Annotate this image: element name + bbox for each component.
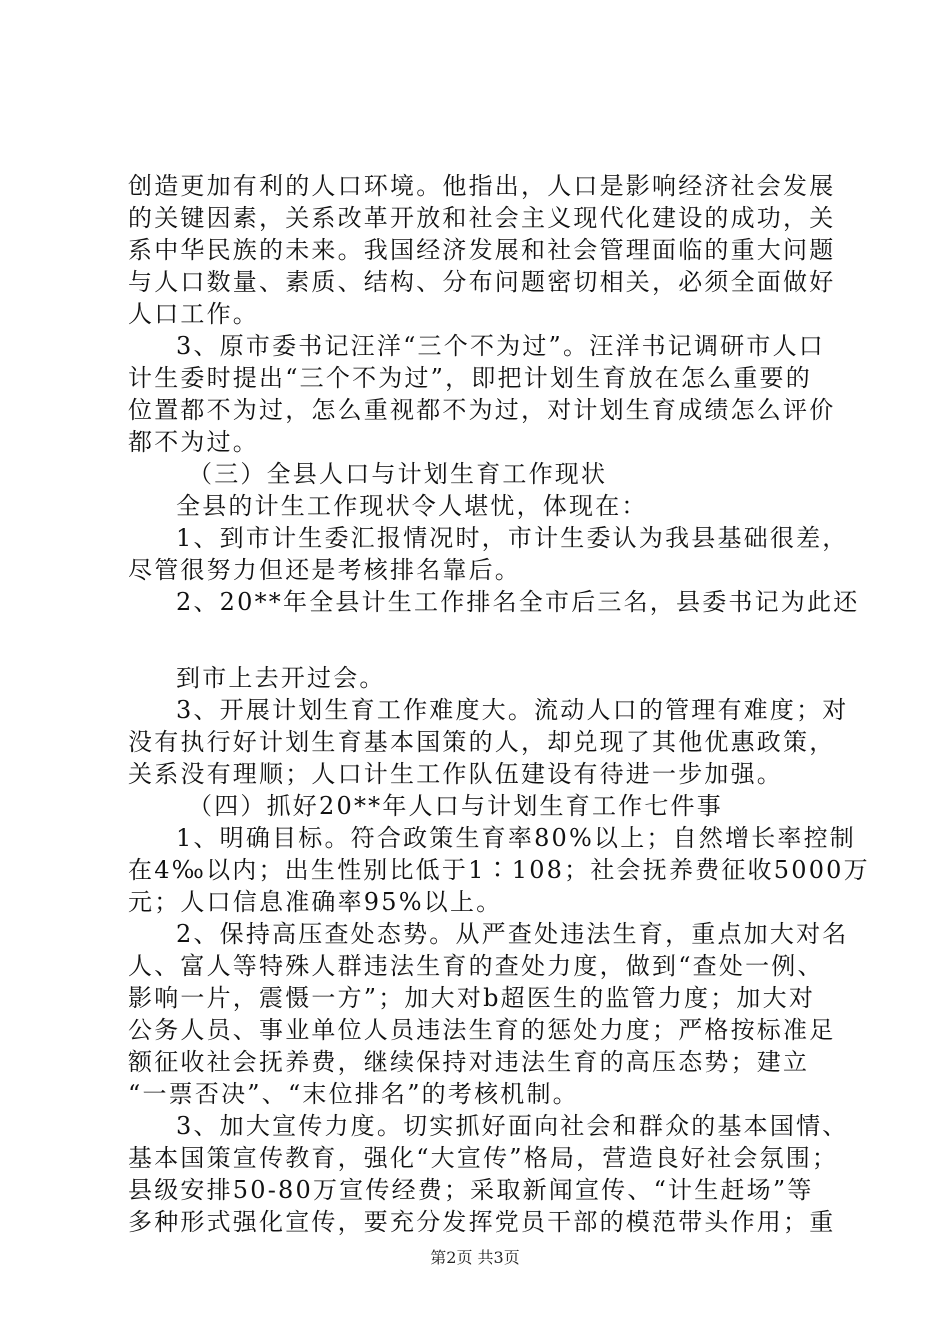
page-footer: 第2页 共3页: [430, 1248, 520, 1267]
text-line: 创造更加有利的人口环境。他指出，人口是影响经济社会发展: [128, 172, 836, 200]
text-line: 的关键因素，关系改革开放和社会主义现代化建设的成功，关: [128, 204, 836, 232]
text-line: 2、保持高压查处态势。从严查处违法生育，重点加大对名: [176, 920, 849, 948]
text-line: 影响一片，震慑一方”；加大对b超医生的监管力度；加大对: [128, 984, 816, 1012]
text-line: 3、原市委书记汪洋“三个不为过”。汪洋书记调研市人口: [176, 332, 826, 360]
text-line: 全县的计生工作现状令人堪忧，体现在：: [176, 492, 648, 520]
text-line: 额征收社会抚养费，继续保持对违法生育的高压态势；建立: [128, 1048, 810, 1076]
text-line: 多种形式强化宣传，要充分发挥党员干部的模范带头作用；重: [128, 1208, 836, 1236]
text-line: 在4‰以内；出生性别比低于1∶108；社会抚养费征收5000万: [128, 856, 870, 884]
text-line: 系中华民族的未来。我国经济发展和社会管理面临的重大问题: [128, 236, 836, 264]
text-line: “一票否决”、“末位排名”的考核机制。: [128, 1080, 579, 1108]
section-heading: （四）抓好20**年人口与计划生育工作七件事: [188, 792, 723, 820]
document-body: [128, 170, 870, 1238]
text-line: 尽管很努力但还是考核排名靠后。: [128, 556, 521, 584]
text-line: 人、富人等特殊人群违法生育的查处力度，做到“查处一例、: [128, 952, 824, 980]
paragraph-gap: [128, 618, 832, 662]
text-line: 1、明确目标。符合政策生育率80%以上；自然增长率控制: [176, 824, 857, 852]
section-heading: （三）全县人口与计划生育工作现状: [188, 460, 608, 488]
text-line: 计生委时提出“三个不为过”，即把计划生育放在怎么重要的: [128, 364, 812, 392]
text-line: 2、20**年全县计生工作排名全市后三名，县委书记为此还: [176, 588, 860, 616]
text-line: 关系没有理顺；人口计生工作队伍建设有待进一步加强。: [128, 760, 783, 788]
text-line: 位置都不为过，怎么重视都不为过，对计划生育成绩怎么评价: [128, 396, 836, 424]
text-line: 人口工作。: [128, 300, 259, 328]
text-line: 县级安排50-80万宣传经费；采取新闻宣传、“计生赶场”等: [128, 1176, 814, 1204]
text-line: 3、加大宣传力度。切实抓好面向社会和群众的基本国情、: [176, 1112, 849, 1140]
text-line: 与人口数量、素质、结构、分布问题密切相关，必须全面做好: [128, 268, 836, 296]
text-line: 元；人口信息准确率95%以上。: [128, 888, 503, 916]
text-line: 都不为过。: [128, 428, 259, 456]
text-line: 到市上去开过会。: [176, 664, 386, 692]
text-line: 公务人员、事业单位人员违法生育的惩处力度；严格按标准足: [128, 1016, 836, 1044]
text-line: 基本国策宣传教育，强化“大宣传”格局，营造良好社会氛围；: [128, 1144, 839, 1172]
text-line: 1、到市计生委汇报情况时，市计生委认为我县基础很差，: [176, 524, 849, 552]
text-line: 3、开展计划生育工作难度大。流动人口的管理有难度；对: [176, 696, 849, 724]
text-line: 没有执行好计划生育基本国策的人，却兑现了其他优惠政策，: [128, 728, 836, 756]
